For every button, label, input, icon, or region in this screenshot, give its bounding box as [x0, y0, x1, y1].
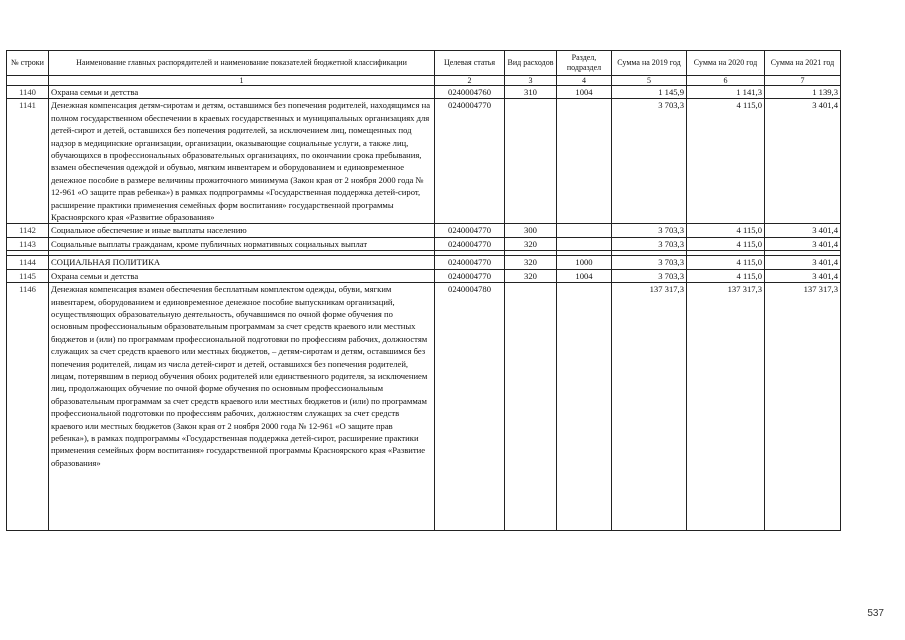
- row-name: Денежная компенсация взамен обеспечения бесплатным комплектом одежды, обуви, мягким инвентарем, оборудованием и единовременное денежное пособие выпускникам организаций, осуществляющих образовательную деятельность, обучавшимся по очной форме обучения по основным профессиональным образовательным программам за счет средств краевого или местных бюджетов и (или) по программам профессиональной подготовки по профессиям рабочих, должностям служащих за счет средств краевого или местных бюджетов, – детям-сиротам и детям, оставшимся без попечения родителей, лицам из числа детей-сирот и детей, оставшихся без попечения родителей, лицам, потерявшим в период обучения обоих родителей или единственного родителя, за исключением лиц, продолжающих обучение по очной форме обучения по основным профессиональным образовательным программам за счет средств краевого или местных бюджетов и (или) по программам профессиональной подготовки по профессиям рабочих, должностям служащих за счет средств краевого или местных бюджетов (Закон края от 2 ноября 2000 года № 12-961 «О защите прав ребенка»), в рамках подпрограммы «Государственная поддержка детей-сирот, расширение практики применения семейных форм воспитания» государственной программы Красноярского края «Развитие образования»: [49, 283, 435, 531]
- row-expense-type: 310: [505, 86, 557, 99]
- budget-table: [6, 50, 841, 531]
- row-section: [557, 237, 612, 250]
- column-number: 7: [765, 76, 841, 86]
- row-sum-2019: 137 317,3: [612, 283, 687, 531]
- row-expense-type: [505, 283, 557, 531]
- row-name: Охрана семьи и детства: [49, 86, 435, 99]
- column-number: 3: [505, 76, 557, 86]
- row-target-article: 0240004770: [435, 269, 505, 282]
- row-sum-2020: 4 115,0: [687, 269, 765, 282]
- row-expense-type: [505, 99, 557, 224]
- table-row: [7, 237, 841, 250]
- row-target-article: 0240004770: [435, 256, 505, 269]
- row-sum-2020: 1 141,3: [687, 86, 765, 99]
- column-number: 2: [435, 76, 505, 86]
- row-section: [557, 224, 612, 237]
- row-sum-2021: 3 401,4: [765, 256, 841, 269]
- row-number: 1141: [7, 99, 49, 224]
- row-sum-2020: 4 115,0: [687, 256, 765, 269]
- row-sum-2019: 3 703,3: [612, 269, 687, 282]
- row-expense-type: 320: [505, 269, 557, 282]
- column-number: 5: [612, 76, 687, 86]
- header-section: Раздел, подраздел: [557, 51, 612, 76]
- row-name: Социальное обеспечение и иные выплаты населению: [49, 224, 435, 237]
- table-row: [7, 283, 841, 531]
- row-sum-2019: 3 703,3: [612, 237, 687, 250]
- row-sum-2019: 3 703,3: [612, 224, 687, 237]
- row-name: Социальные выплаты гражданам, кроме публичных нормативных социальных выплат: [49, 237, 435, 250]
- table-row: [7, 99, 841, 224]
- row-expense-type: 320: [505, 256, 557, 269]
- column-number: [7, 76, 49, 86]
- header-sum-2020: Сумма на 2020 год: [687, 51, 765, 76]
- row-target-article: 0240004780: [435, 283, 505, 531]
- row-target-article: 0240004760: [435, 86, 505, 99]
- row-name: Охрана семьи и детства: [49, 269, 435, 282]
- row-target-article: 0240004770: [435, 237, 505, 250]
- column-number: 4: [557, 76, 612, 86]
- column-number: 6: [687, 76, 765, 86]
- row-number: 1142: [7, 224, 49, 237]
- row-section: [557, 99, 612, 224]
- row-section: 1000: [557, 256, 612, 269]
- row-section: 1004: [557, 269, 612, 282]
- row-number: 1143: [7, 237, 49, 250]
- row-sum-2021: 3 401,4: [765, 269, 841, 282]
- header-expense-type: Вид расходов: [505, 51, 557, 76]
- header-row-number: № строки: [7, 51, 49, 76]
- row-name: Денежная компенсация детям-сиротам и детям, оставшимся без попечения родителей, находящимся на полном государственном обеспечении в краевых государственных и муниципальных организациях для детей-сирот и детей, оставшихся без попечения родителей, за исключением лиц, помещенных под надзор в медицинские организации, организации, оказывающие социальные услуги, а также лиц, обучающихся в профессиональных образовательных организациях, по окончании срока пребывания, взамен обеспечения одеждой и обувью, мягким инвентарем и оборудованием и единовременное денежное пособие в размере величины прожиточного минимума (Закон края от 2 ноября 2000 года № 12-961 «О защите прав ребенка») в рамках подпрограммы «Государственная поддержка детей-сирот, расширение практики применения семейных форм воспитания» государственной программы Красноярского края «Развитие образования»: [49, 99, 435, 224]
- row-section: [557, 283, 612, 531]
- row-sum-2020: 4 115,0: [687, 224, 765, 237]
- page-number: 537: [867, 608, 884, 619]
- row-sum-2021: 3 401,4: [765, 99, 841, 224]
- row-target-article: 0240004770: [435, 99, 505, 224]
- row-name: СОЦИАЛЬНАЯ ПОЛИТИКА: [49, 256, 435, 269]
- row-sum-2021: 137 317,3: [765, 283, 841, 531]
- column-number: 1: [49, 76, 435, 86]
- row-sum-2019: 3 703,3: [612, 256, 687, 269]
- row-sum-2021: 3 401,4: [765, 237, 841, 250]
- row-sum-2020: 137 317,3: [687, 283, 765, 531]
- row-expense-type: 320: [505, 237, 557, 250]
- table-row: [7, 86, 841, 99]
- row-sum-2021: 1 139,3: [765, 86, 841, 99]
- header-target-article: Целевая статья: [435, 51, 505, 76]
- row-sum-2019: 1 145,9: [612, 86, 687, 99]
- row-section: 1004: [557, 86, 612, 99]
- row-number: 1144: [7, 256, 49, 269]
- row-number: 1140: [7, 86, 49, 99]
- column-number-row: [7, 76, 841, 86]
- header-name: Наименование главных распорядителей и наименование показателей бюджетной классификации: [49, 51, 435, 76]
- table-row: [7, 256, 841, 269]
- table-row: [7, 269, 841, 282]
- row-sum-2021: 3 401,4: [765, 224, 841, 237]
- row-sum-2020: 4 115,0: [687, 237, 765, 250]
- row-number: 1145: [7, 269, 49, 282]
- row-number: 1146: [7, 283, 49, 531]
- row-sum-2020: 4 115,0: [687, 99, 765, 224]
- table-header-row: [7, 51, 841, 76]
- header-sum-2019: Сумма на 2019 год: [612, 51, 687, 76]
- row-target-article: 0240004770: [435, 224, 505, 237]
- table-row: [7, 224, 841, 237]
- header-sum-2021: Сумма на 2021 год: [765, 51, 841, 76]
- row-expense-type: 300: [505, 224, 557, 237]
- row-sum-2019: 3 703,3: [612, 99, 687, 224]
